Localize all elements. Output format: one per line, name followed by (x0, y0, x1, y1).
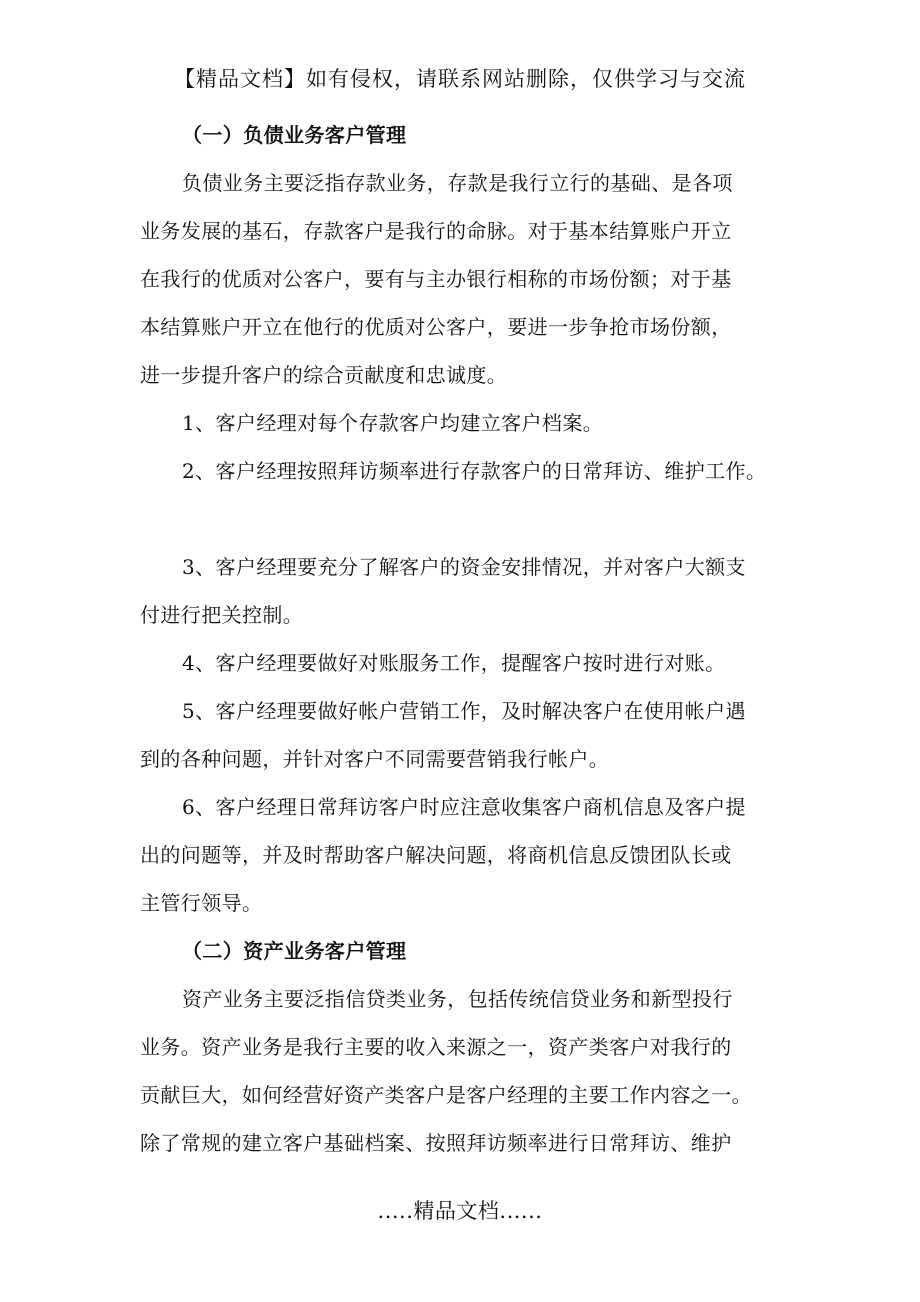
section-2-title: （二）资产业务客户管理 (182, 939, 407, 963)
list-item-6-line-2: 出的问题等，并及时帮助客户解决问题，将商机信息反馈团队长或 (140, 843, 732, 867)
section-1-intro-line-2: 业务发展的基石，存款客户是我行的命脉。对于基本结算账户开立 (140, 219, 732, 243)
list-item-2: 2、客户经理按照拜访频率进行存款客户的日常拜访、维护工作。 (182, 459, 767, 483)
list-item-5-line-1: 5、客户经理要做好帐户营销工作，及时解决客户在使用帐户遇 (182, 699, 746, 723)
section-1-intro-line-5: 进一步提升客户的综合贡献度和忠诚度。 (140, 363, 508, 387)
list-item-6-line-3: 主管行领导。 (140, 891, 263, 915)
list-item-3-line-1: 3、客户经理要充分了解客户的资金安排情况，并对客户大额支 (182, 555, 746, 579)
list-item-5-line-2: 到的各种问题，并针对客户不同需要营销我行帐户。 (140, 747, 610, 771)
list-item-6-line-1: 6、客户经理日常拜访客户时应注意收集客户商机信息及客户提 (182, 795, 746, 819)
section-2-intro-line-3: 贡献巨大，如何经营好资产类客户是客户经理的主要工作内容之一。 (140, 1083, 752, 1107)
list-item-1: 1、客户经理对每个存款客户均建立客户档案。 (182, 411, 604, 435)
section-2-intro-line-4: 除了常规的建立客户基础档案、按照拜访频率进行日常拜访、维护 (140, 1131, 732, 1155)
section-1-title: （一）负债业务客户管理 (182, 123, 407, 147)
section-2-intro-line-1: 资产业务主要泛指信贷类业务，包括传统信贷业务和新型投行 (182, 987, 733, 1011)
section-2-intro-line-2: 业务。资产业务是我行主要的收入来源之一，资产类客户对我行的 (140, 1035, 732, 1059)
section-1-intro-line-4: 本结算账户开立在他行的优质对公客户，要进一步争抢市场份额， (140, 315, 732, 339)
page-footer: .....精品文档...... (377, 1199, 543, 1223)
list-item-4: 4、客户经理要做好对账服务工作，提醒客户按时进行对账。 (182, 651, 726, 675)
list-item-3-line-2: 付进行把关控制。 (140, 603, 304, 627)
section-1-intro-line-3: 在我行的优质对公客户，要有与主办银行相称的市场份额；对于基 (140, 267, 732, 291)
page-header: 【精品文档】如有侵权，请联系网站删除，仅供学习与交流 (174, 67, 746, 91)
section-1-intro-line-1: 负债业务主要泛指存款业务，存款是我行立行的基础、是各项 (182, 171, 733, 195)
